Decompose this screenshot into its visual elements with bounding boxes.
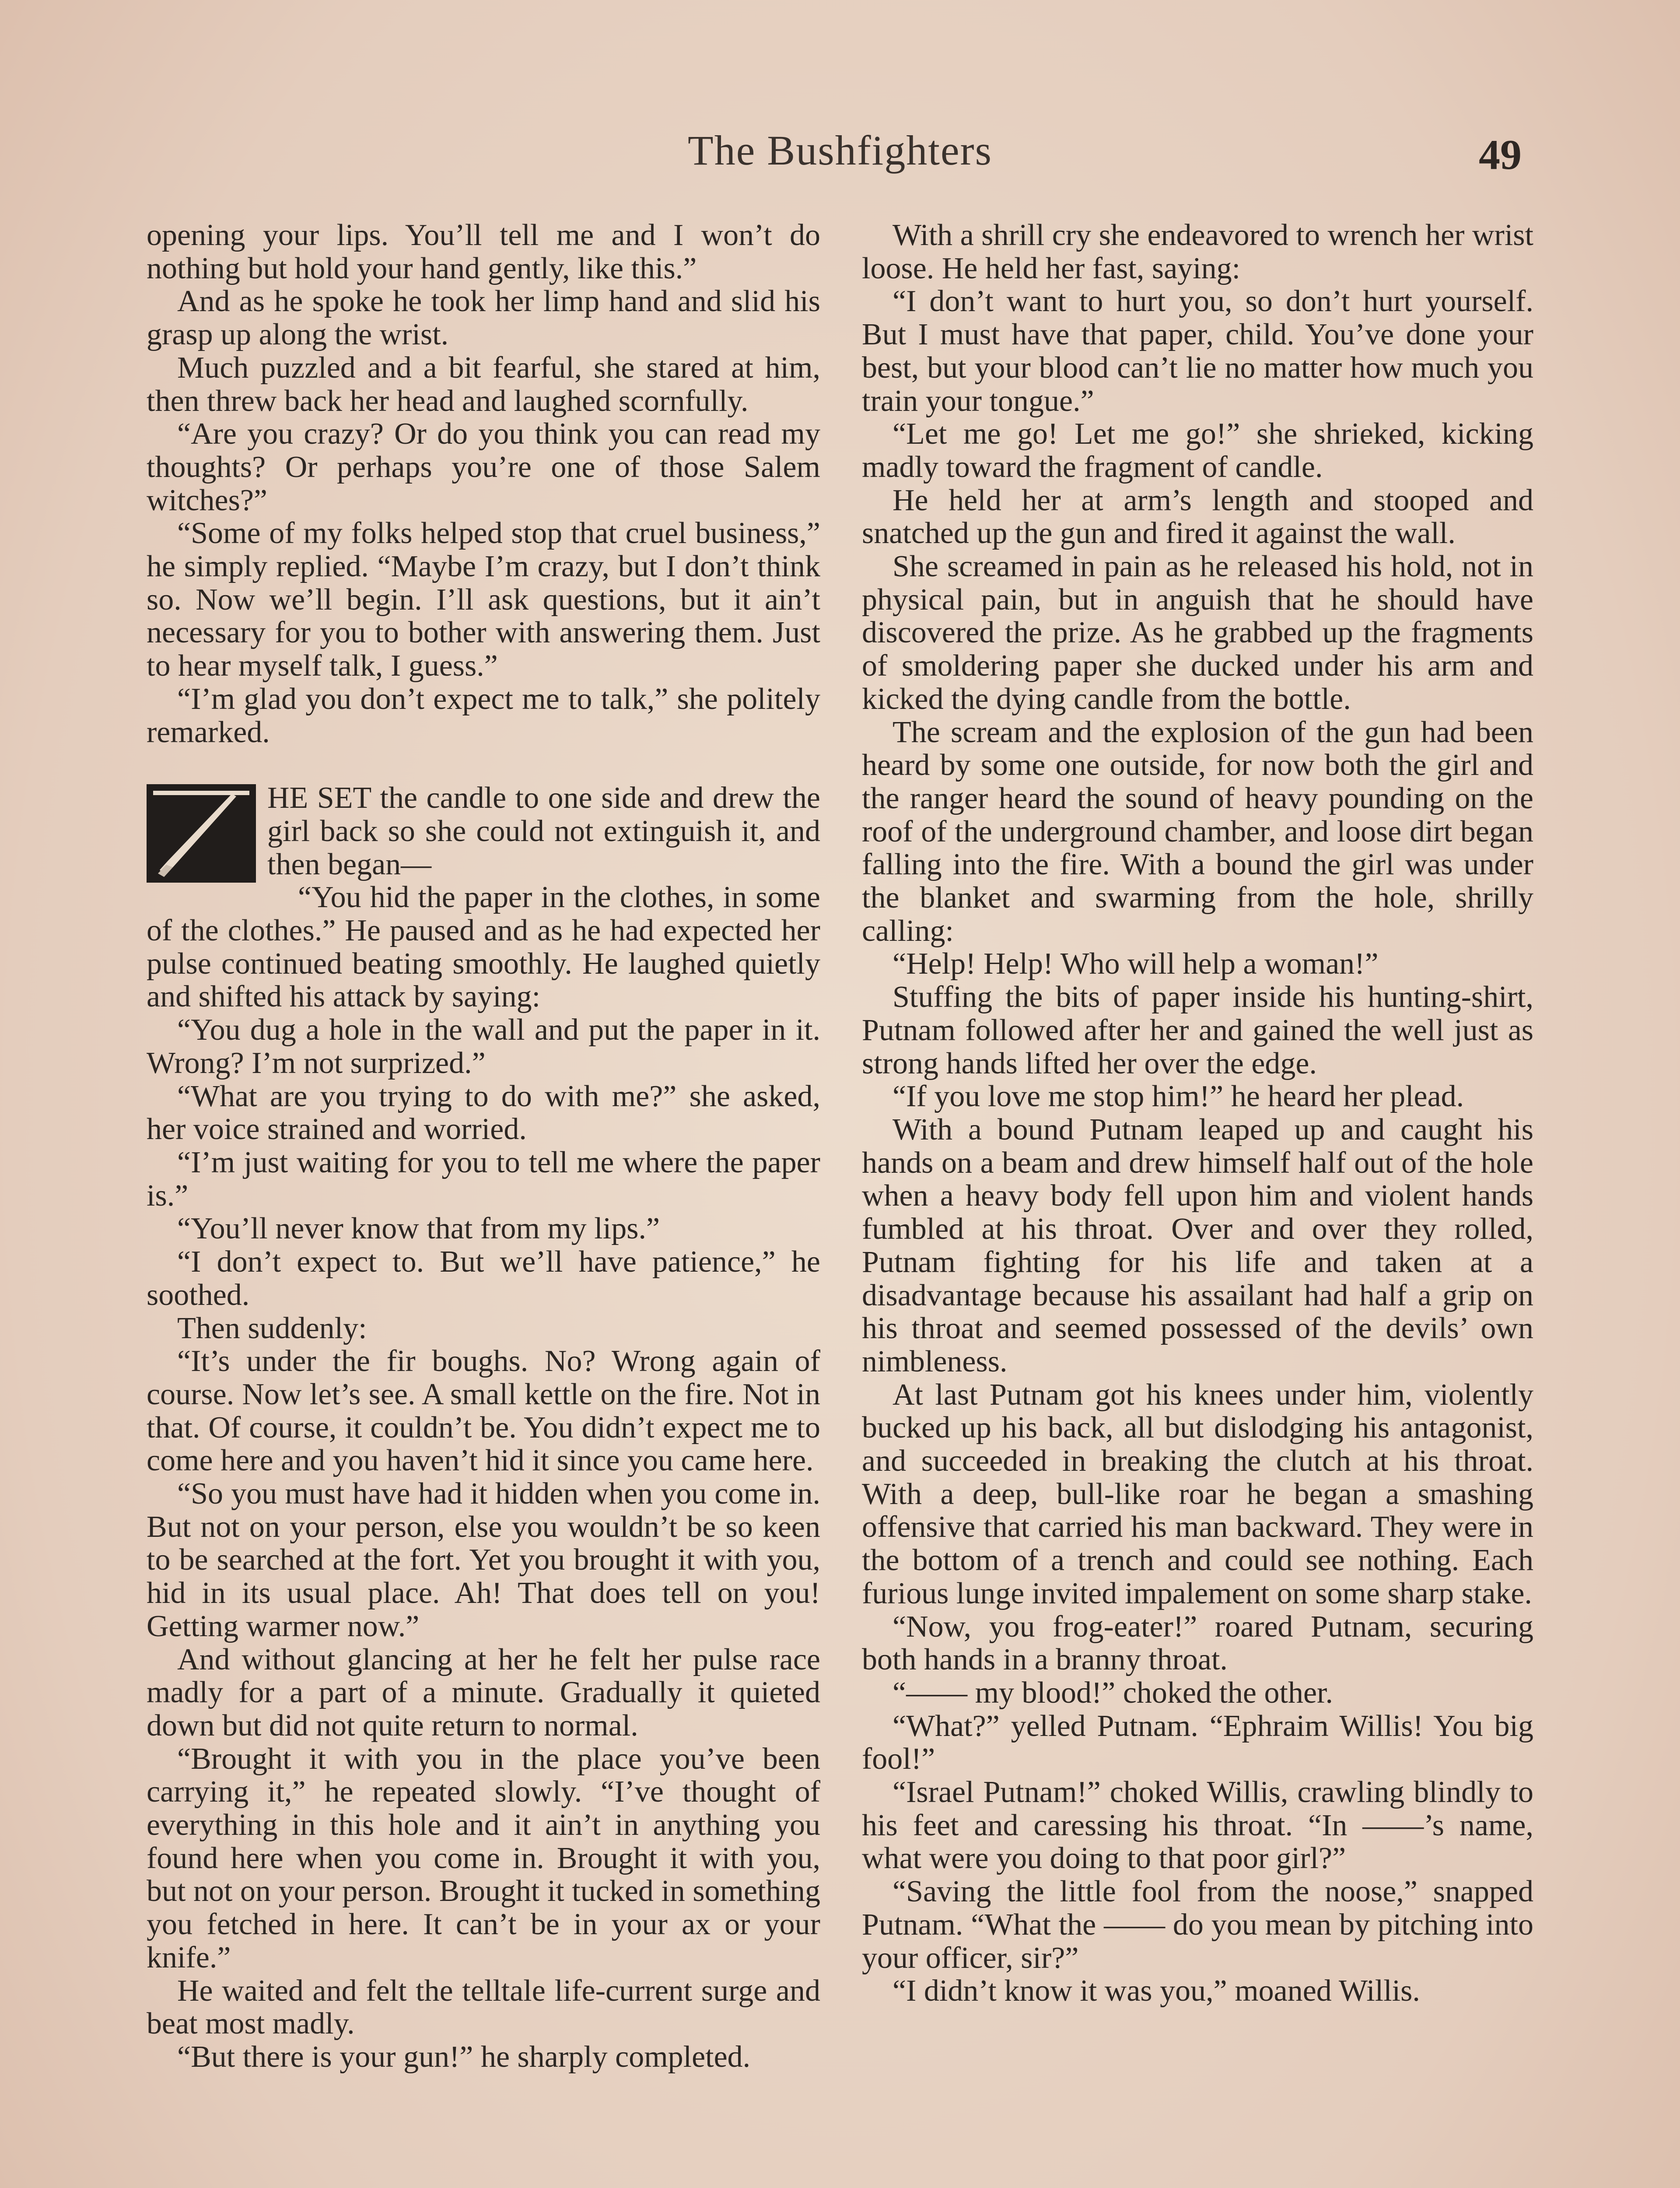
left-column [147,219,820,2188]
paragraph: And as he spoke he took her limp hand and slid his grasp up along the wrist. [147,284,820,352]
page-number: 49 [1479,131,1522,179]
paragraph: “What are you trying to do with me?” she asked, her voice strained and worried. [147,1079,820,1147]
paragraph: “If you love me stop him!” he heard her plead. [892,1080,1464,1114]
paragraph: “You’ll never know that from my lips.” [177,1212,660,1246]
paragraph: Stuffing the bits of paper inside his hunting-shirt, Putnam followed after her and gained the well just as strong hands lifted her over the edge. [862,980,1533,1080]
paragraph: “But there is your gun!” he sharply completed. [177,2040,751,2074]
paragraph: “Help! Help! Who will help a woman!” [892,947,1379,981]
paragraph: “I’m just waiting for you to tell me where the paper is.” [147,1145,820,1213]
paragraph: “Are you crazy? Or do you think you can read my thoughts? Or perhaps you’re one of those Salem witches?” [147,417,820,517]
paragraph: “I don’t want to hurt you, so don’t hurt yourself. But I must have that paper, child. You’ve done your best, but your blood can’t lie no matter how much you train your tongue.” [862,284,1533,418]
paragraph: At last Putnam got his knees under him, violently bucked up his back, all but dislodging his antagonist, and succeeded in breaking the clutch at his throat. With a deep, bull-like roar he began a smashing offensive that carried his man backward. They were in the bottom of a trench and could see nothing. Each furious lunge invited impalement on some sharp stake. [862,1378,1533,1610]
paragraph: “—— my blood!” choked the other. [892,1676,1333,1710]
paragraph: “Brought it with you in the place you’ve been carrying it,” he repeated slowly. “I’ve thought of everything in this hole and it ain’t in anything you found here when you come in. Brought it with you, but not on your person. Brought it tucked in something you fetched in here. It can’t be in your ax or your knife.” [147,1742,820,1974]
paragraph: “Now, you frog-eater!” roared Putnam, securing both hands in a branny throat. [862,1609,1533,1677]
paragraph: “Saving the little fool from the noose,” snapped Putnam. “What the —— do you mean by pitching into your officer, sir?” [862,1875,1533,1975]
dropcap-text: HE SET the candle to one side and drew the girl back so she could not extinguish it, and then began— [267,781,820,881]
dropcap-t-rifle-icon [147,784,256,883]
paragraph: “You dug a hole in the wall and put the paper in it. Wrong? I’m not surprized.” [147,1013,820,1080]
paragraph: “I don’t expect to. But we’ll have patience,” he soothed. [147,1245,820,1312]
left-column-paragraphs-after [147,881,820,2073]
paragraph: The scream and the explosion of the gun had been heard by some one outside, for now both the girl and the ranger heard the sound of heavy pounding on the roof of the underground chamber, and loose dirt began falling into the fire. With a bound the girl was under the blanket and swarming from the hole, shrilly calling: [862,715,1533,948]
paragraph: Much puzzled and a bit fearful, she stared at him, then threw back her head and laughed scornfully. [147,351,820,418]
paragraph: “I’m glad you don’t expect me to talk,” she politely remarked. [147,682,820,749]
right-column-paragraphs [862,219,1533,2008]
paragraph: “It’s under the fir boughs. No? Wrong again of course. Now let’s see. A small kettle on the fire. Not in that. Of course, it couldn’t be. You didn’t expect me to come here and you haven’t hid it since you came here. [147,1344,820,1478]
right-column [862,219,1533,2188]
paragraph: “Let me go! Let me go!” she shrieked, kicking madly toward the fragment of candle. [862,417,1533,484]
paragraph: “Israel Putnam!” choked Willis, crawling blindly to his feet and caressing his throat. “In ——’s name, what were you doing to that poor girl?” [862,1775,1533,1876]
paragraph: “So you must have had it hidden when you come in. But not on your person, else you wouldn’t be so keen to be searched at the fort. Yet you brought it with you, hid in its usual place. Ah! That does tell on you! Getting warmer now.” [147,1477,820,1643]
paragraph: He waited and felt the telltale life-current surge and beat most madly. [147,1974,820,2041]
paragraph: “You hid the paper in the clothes, in some of the clothes.” He paused and as he had expected her pulse continued beating smoothly. He laughed quietly and shifted his attack by saying: [147,880,820,1014]
paragraph: Then suddenly: [177,1311,367,1345]
paragraph: And without glancing at her he felt her pulse race madly for a part of a minute. Gradually it quieted down but did not quite return to normal. [147,1642,820,1743]
paragraph: He held her at arm’s length and stooped and snatched up the gun and fired it against the wall. [862,483,1533,551]
left-column-paragraphs-before [147,219,820,749]
dropcap-paragraph [147,782,820,881]
paragraph: With a shrill cry she endeavored to wrench her wrist loose. He held her fast, saying: [862,219,1533,285]
paragraph: “What?” yelled Putnam. “Ephraim Willis! You big fool!” [862,1709,1533,1776]
paragraph: She screamed in pain as he released his hold, not in physical pain, but in anguish that he should have discovered the prize. As he grabbed up the fragments of smoldering paper she ducked under his arm and kicked the dying candle from the bottle. [862,550,1533,716]
section-break [147,749,820,782]
paragraph: With a bound Putnam leaped up and caught his hands on a beam and drew himself half out of the hole when a heavy body fell upon him and violent hands fumbled at his throat. Over and over they rolled, Putnam fighting for his life and taken at a disadvantage because his assailant had half a grip on his throat and seemed possessed of the devils’ own nimbleness. [862,1112,1533,1378]
paragraph: “I didn’t know it was you,” moaned Willis. [892,1974,1420,2008]
paragraph: opening your lips. You’ll tell me and I won’t do nothing but hold your hand gently, like this.” [147,219,820,285]
paragraph: “Some of my folks helped stop that cruel business,” he simply replied. “Maybe I’m crazy, but I don’t think so. Now we’ll begin. I’ll ask questions, but it ain’t necessary for you to bother with answering them. Just to hear myself talk, I guess.” [147,516,820,683]
running-header-title: The Bushfighters [688,127,992,174]
